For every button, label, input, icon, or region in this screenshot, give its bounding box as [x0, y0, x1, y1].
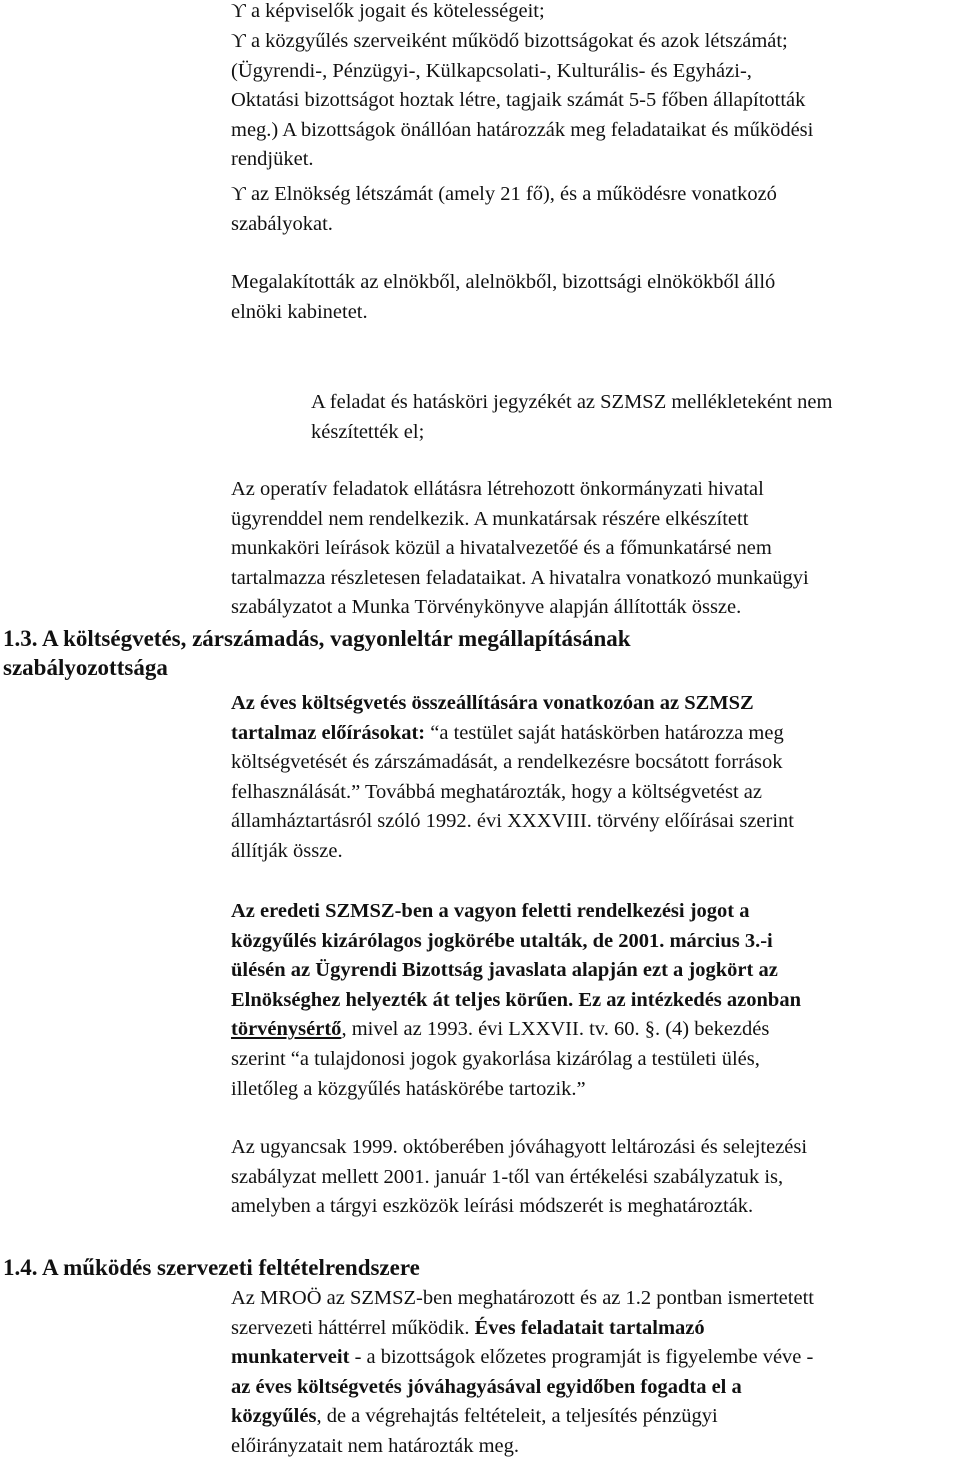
list-item: ϒ a közgyűlés szerveiként működő bizottságokat és azok létszámát; (Ügyrendi-, Pénzügyi-, Külkapcsolati-, Kulturális- és Egyházi-, Oktatási bizottságot hoztak létre, tagjaik számát 5-5 főben állapították meg.) A bizottságok önállóan határozzák meg feladataikat és működési rendjüket.: [231, 30, 814, 171]
paragraph-property: Az eredeti SZMSZ-ben a vagyon feletti rendelkezési jogot a közgyűlés kizárólagos jogkörébe utalták, de 2001. március 3.-i ülésén az Ügyrendi Bizottság javaslata alapján ezt a jogkört az Elnökséghez helyezték át teljes körűen. Ez az intézkedés azonban törvénysértő, mivel az 1993. évi LXXVII. tv. 60. §. (4) bekezdés szerint “a tulajdonosi jogok gyakorlása kizárólag a testületi ülés, illetőleg a közgyűlés hatáskörébe tartozik.”: [231, 900, 801, 1100]
paragraph-szmsz-annex: A feladat és hatásköri jegyzékét az SZMSZ mellékleteként nem készítették el;: [311, 391, 833, 443]
paragraph-office: Az operatív feladatok ellátásra létrehozott önkormányzati hivatal ügyrenddel nem rendelkezik. A munkatársak részére elkészített munkaköri leírások közül a hivatalvezetőé és a főmunkatársé nem tartalmazza részletesen feladataikat. A hivatalra vonatkozó munkaügyi szabályzatot a Munka Törvénykönyve alapján állították össze.: [231, 478, 809, 619]
bullet-icon: ϒ: [231, 30, 246, 52]
paragraph-organization: Az MROÖ az SZMSZ-ben meghatározott és az 1.2 pontban ismertetett szervezeti háttérrel működik. Éves feladatait tartalmazó munkaterveit - a bizottságok előzetes programját is figyelembe véve - az éves költségvetés jóváhagyásával egyidőben fogadta el a közgyűlés, de a végrehajtás feltételeit, a teljesítés pénzügyi előirányzatait nem határozták meg.: [231, 1287, 814, 1457]
section-heading-1-3: 1.3. A költségvetés, zárszámadás, vagyonleltár megállapításának szabályozottsága: [3, 626, 631, 680]
paragraph-inventory: Az ugyancsak 1999. októberében jóváhagyott leltározási és selejtezési szabályzat mellett 2001. január 1-től van értékelési szabályzatuk is, amelyben a tárgyi eszközök leírási módszerét is meghatározták.: [231, 1136, 808, 1218]
bullet-icon: ϒ: [231, 183, 246, 205]
paragraph-budget: Az éves költségvetés összeállítására vonatkozóan az SZMSZ tartalmaz előírásokat: “a testület saját hatáskörben határozza meg költségvetését és zárszámadását, a rendelkezésre bocsátott források felhasználását.” Továbbá meghatározták, hogy a költségvetést az államháztartásról szóló 1992. évi XXXVIII. törvény előírásai szerint állítják össze.: [231, 692, 794, 862]
paragraph-cabinet: Megalakították az elnökből, alelnökből, bizottsági elnökökből álló elnöki kabinetet.: [231, 271, 776, 323]
list-item: ϒ a képviselők jogait és kötelességeit;: [231, 0, 545, 22]
list-item: ϒ az Elnökség létszámát (amely 21 fő), és a működésre vonatkozó szabályokat.: [231, 183, 777, 235]
bullet-icon: ϒ: [231, 0, 246, 22]
section-heading-1-4: 1.4. A működés szervezeti feltételrendszere: [3, 1255, 420, 1280]
